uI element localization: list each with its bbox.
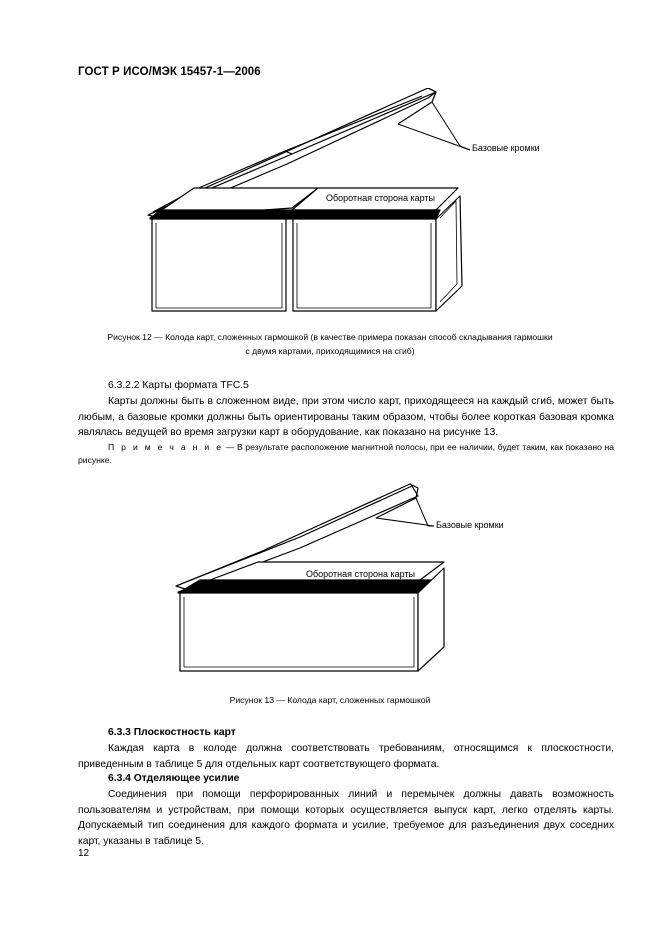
section-633-heading: 6.3.3 Плоскостность карт bbox=[108, 727, 236, 738]
note-label: П р и м е ч а н и е bbox=[108, 442, 224, 452]
dark-edge-band bbox=[178, 580, 440, 593]
section-6322-note bbox=[78, 441, 614, 466]
page-number: 12 bbox=[78, 848, 90, 859]
section-6322-heading: 6.3.2.2 Карты формата TFC.5 bbox=[108, 380, 249, 391]
dark-edge-band bbox=[150, 210, 440, 219]
label-edges-fig13: Базовые кромки bbox=[436, 520, 504, 530]
label-edges-fig12: Базовые кромки bbox=[472, 143, 540, 153]
figure-13-drawing bbox=[0, 482, 661, 682]
caption-line-2: с двумя картами, приходящимися на сгиб) bbox=[245, 346, 415, 356]
leader-line-lid bbox=[398, 124, 470, 150]
section-6322-body: Карты должны быть в сложенном виде, при этом число карт, приходящееся на каждый сгиб, может быть любым, а базовые кромки должны быть ориентированы таким образом, чтобы более короткая базовая кромка являлась ведущей во время загрузки карт в оборудование, как показано на рисунке 13. bbox=[78, 396, 614, 439]
label-back-fig13: Оборотная сторона карты bbox=[306, 569, 415, 579]
deck-front-right bbox=[293, 219, 436, 311]
figure-12 bbox=[0, 88, 661, 328]
leader-line-edges bbox=[416, 498, 434, 526]
document-header: ГОСТ Р ИСО/МЭК 15457-1—2006 bbox=[78, 66, 261, 78]
lid-tip bbox=[428, 88, 436, 92]
figure-12-drawing bbox=[0, 88, 661, 328]
figure-12-caption bbox=[40, 330, 620, 358]
caption-line-1: Рисунок 12 — Колода карт, сложенных гармошкой (в качестве примера показан способ складывания гармошки bbox=[107, 332, 553, 342]
deck-front bbox=[180, 593, 418, 671]
lid-fold bbox=[285, 151, 292, 154]
deck-front-left bbox=[152, 219, 286, 311]
deck-side bbox=[436, 196, 462, 311]
section-634-heading: 6.3.4 Отделяющее усилие bbox=[108, 773, 240, 784]
section-633-body: Каждая карта в колоде должна соответствовать требованиям, относящимся к плоскостности, приведенным в таблице 5 для отдельных карт соответствующего формата. bbox=[78, 743, 614, 770]
section-634-body: Соединения при помощи перфорированных линий и перемычек должны давать возможность пользователям и устройствам, при помощи которых осуществляется выпуск карт, легко отделять карты. Допускаемый тип соединения для каждого формата и усилие, требуемое для разъединения двух соседних карт, указаны в таблице 5. bbox=[78, 789, 614, 847]
figure-13 bbox=[0, 482, 661, 682]
note-text: — В результате расположение магнитной полосы, при ее наличии, будет таким, как показано на рисунке. bbox=[78, 442, 614, 465]
figure-13-caption: Рисунок 13 — Колода карт, сложенных гармошкой bbox=[229, 695, 431, 705]
label-back-fig12: Оборотная сторона карты bbox=[326, 193, 435, 203]
